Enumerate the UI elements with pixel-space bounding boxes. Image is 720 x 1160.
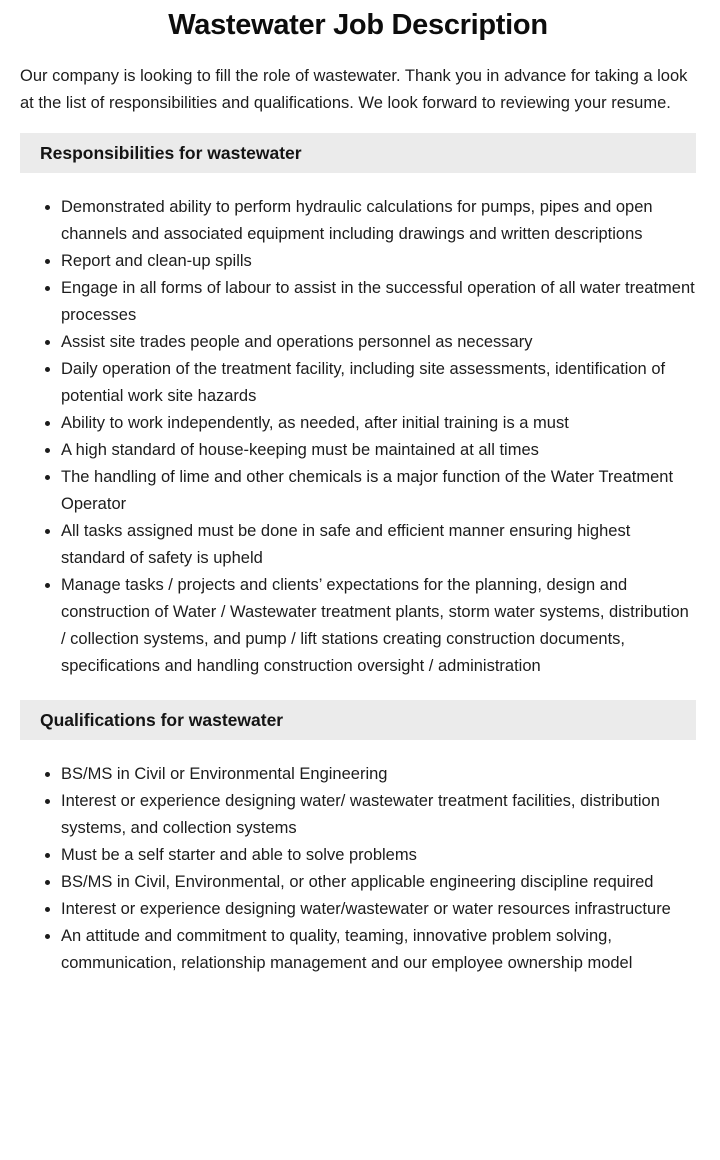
page-title: Wastewater Job Description <box>168 9 548 41</box>
qualifications-list <box>20 761 696 977</box>
intro-paragraph: Our company is looking to fill the role of wastewater. Thank you in advance for taking a look at the list of responsibilities and qualifications. We look forward to reviewing your resume. <box>20 67 688 112</box>
section-qualifications <box>20 700 696 977</box>
list-item: An attitude and commitment to quality, teaming, innovative problem solving, communication, relationship management and our employee ownership model <box>20 923 696 977</box>
list-item: Interest or experience designing water/wastewater or water resources infrastructure <box>20 896 696 923</box>
list-item: Report and clean-up spills <box>20 248 696 275</box>
list-item: Demonstrated ability to perform hydraulic calculations for pumps, pipes and open channels and associated equipment including drawings and written descriptions <box>20 194 696 248</box>
list-item: Assist site trades people and operations personnel as necessary <box>20 329 696 356</box>
list-item: All tasks assigned must be done in safe and efficient manner ensuring highest standard of safety is upheld <box>20 518 696 572</box>
list-item: BS/MS in Civil, Environmental, or other applicable engineering discipline required <box>20 869 696 896</box>
list-item: Daily operation of the treatment facility, including site assessments, identification of potential work site hazards <box>20 356 696 410</box>
list-item: BS/MS in Civil or Environmental Engineering <box>20 761 696 788</box>
section-responsibilities <box>20 133 696 680</box>
list-item: The handling of lime and other chemicals is a major function of the Water Treatment Operator <box>20 464 696 518</box>
responsibilities-heading: Responsibilities for wastewater <box>20 133 696 173</box>
list-item: A high standard of house-keeping must be maintained at all times <box>20 437 696 464</box>
list-item: Manage tasks / projects and clients’ expectations for the planning, design and construction of Water / Wastewater treatment plants, storm water systems, distribution / collection systems, and pump / lift stations creating construction documents, specifications and handling construction oversight / administration <box>20 572 696 680</box>
responsibilities-list <box>20 194 696 680</box>
list-item: Must be a self starter and able to solve problems <box>20 842 696 869</box>
qualifications-heading: Qualifications for wastewater <box>20 700 696 740</box>
list-item: Interest or experience designing water/ wastewater treatment facilities, distribution systems, and collection systems <box>20 788 696 842</box>
list-item: Ability to work independently, as needed, after initial training is a must <box>20 410 696 437</box>
list-item: Engage in all forms of labour to assist in the successful operation of all water treatment processes <box>20 275 696 329</box>
